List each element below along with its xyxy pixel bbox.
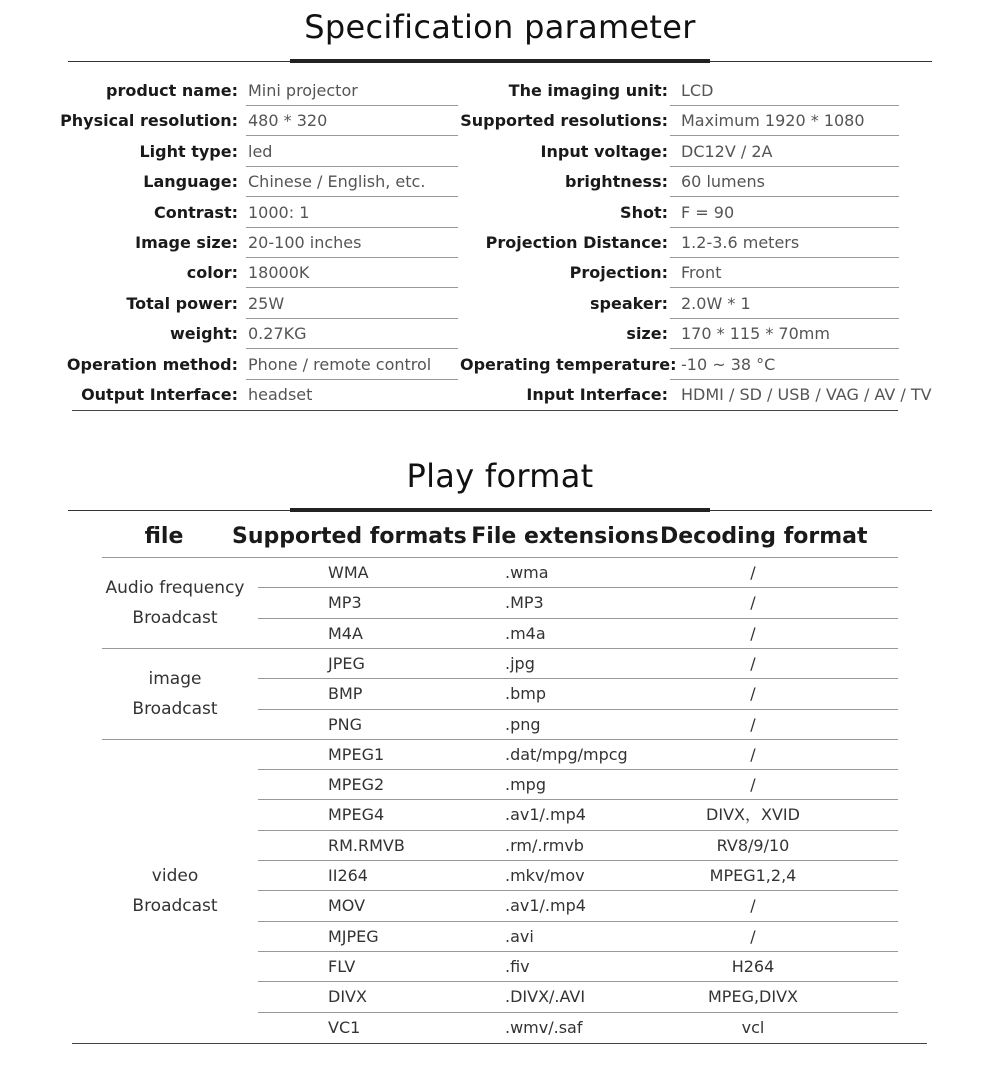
- format-cell: RM.RMVB: [328, 835, 405, 855]
- spec-row: [0, 137, 1000, 167]
- spec-label-right: Shot:: [620, 202, 668, 222]
- spec-value-right: Front: [681, 263, 722, 283]
- format-cell: MP3: [328, 593, 362, 613]
- header-file-extensions: File extensions: [471, 524, 659, 549]
- spec-value-right: -10 ~ 38 °C: [681, 354, 776, 374]
- extension-cell: .png: [505, 714, 541, 734]
- decoding-cell: /: [750, 775, 756, 795]
- table-row: [0, 952, 1000, 982]
- table-row: [0, 1013, 1000, 1043]
- spec-label-right: brightness:: [564, 172, 668, 192]
- spec-label-left: Physical resolution:: [60, 111, 238, 131]
- group-label-line1: video: [151, 866, 199, 887]
- spec-label-left: Image size:: [135, 233, 238, 252]
- spec-value-left: 25W: [248, 293, 285, 313]
- format-cell: PNG: [328, 714, 363, 734]
- extension-cell: .av1/.mp4: [505, 896, 586, 916]
- group-label: [100, 861, 250, 921]
- group-label-line2: Broadcast: [132, 699, 218, 720]
- decoding-cell: RV8/9/10: [716, 835, 790, 855]
- group-label: [100, 573, 250, 633]
- play-title: Play format: [406, 457, 594, 495]
- decoding-cell: /: [750, 926, 756, 946]
- spec-label-left: color:: [186, 263, 238, 283]
- group-label-line2: Broadcast: [132, 608, 218, 629]
- extension-cell: .mkv/mov: [505, 866, 585, 885]
- spec-value-left: 1000: 1: [248, 202, 310, 222]
- format-cell: DIVX: [328, 987, 367, 1007]
- table-row: [0, 740, 1000, 770]
- play-title-accent: [290, 508, 710, 512]
- extension-cell: .avi: [505, 926, 534, 946]
- spec-bottom-divider: [72, 410, 898, 411]
- format-cell: FLV: [328, 956, 356, 976]
- format-cell: VC1: [328, 1017, 361, 1037]
- decoding-cell: MPEG,DIVX: [708, 987, 798, 1007]
- spec-row: [0, 167, 1000, 197]
- spec-row: [0, 76, 1000, 106]
- spec-label-right: Projection Distance:: [485, 233, 668, 252]
- spec-label-left: Language:: [143, 172, 238, 192]
- decoding-cell: /: [750, 714, 756, 734]
- group-label: [100, 664, 250, 724]
- spec-row: [0, 106, 1000, 136]
- decoding-cell: /: [750, 744, 756, 764]
- format-cell: MPEG2: [328, 775, 385, 795]
- extension-cell: .m4a: [505, 623, 546, 643]
- format-cell: II264: [328, 866, 368, 885]
- extension-cell: .av1/.mp4: [505, 805, 586, 825]
- decoding-cell: DIVX，XVID: [706, 805, 800, 825]
- spec-label-right: size:: [626, 324, 668, 344]
- spec-value-left: 0.27KG: [248, 324, 307, 344]
- spec-value-right: F = 90: [681, 202, 735, 222]
- table-row: [0, 831, 1000, 861]
- spec-row: [0, 319, 1000, 349]
- decoding-cell: /: [750, 653, 756, 673]
- format-cell: BMP: [328, 684, 363, 704]
- format-cell: MOV: [328, 896, 366, 916]
- spec-row: [0, 380, 1000, 410]
- extension-cell: .wmv/.saf: [505, 1017, 583, 1037]
- spec-value-left: Chinese / English, etc.: [248, 172, 426, 192]
- format-cell: JPEG: [328, 653, 365, 673]
- header-supported-formats: Supported formats: [232, 524, 467, 549]
- extension-cell: .mpg: [505, 775, 546, 795]
- spec-value-right: DC12V / 2A: [681, 141, 773, 161]
- spec-label-left: Output Interface:: [81, 385, 238, 404]
- decoding-cell: /: [750, 563, 756, 582]
- spec-title: Specification parameter: [304, 8, 696, 46]
- format-cell: MPEG1: [328, 744, 385, 764]
- extension-cell: .fiv: [505, 956, 530, 976]
- extension-cell: .jpg: [505, 653, 535, 673]
- spec-row: [0, 228, 1000, 258]
- spec-value-right: Maximum 1920 * 1080: [681, 111, 865, 131]
- format-cell: WMA: [328, 563, 369, 582]
- spec-value-left: 18000K: [248, 263, 310, 283]
- spec-label-left: weight:: [169, 324, 238, 344]
- spec-label-right: Projection:: [569, 263, 668, 283]
- table-row: [0, 800, 1000, 830]
- decoding-cell: MPEG1,2,4: [709, 866, 797, 885]
- extension-cell: .DIVX/.AVI: [505, 987, 586, 1007]
- decoding-cell: H264: [731, 956, 775, 976]
- spec-label-left: Contrast:: [153, 202, 238, 222]
- spec-value-left: Mini projector: [248, 81, 358, 100]
- format-cell: MPEG4: [328, 805, 385, 825]
- decoding-cell: /: [750, 684, 756, 704]
- spec-label-right: Operating temperature:: [460, 354, 677, 374]
- spec-value-right: LCD: [681, 81, 714, 100]
- spec-value-left: Phone / remote control: [248, 354, 432, 374]
- spec-value-left: led: [248, 141, 273, 161]
- spec-value-left: 20-100 inches: [248, 233, 362, 252]
- format-cell: MJPEG: [328, 926, 379, 946]
- table-row: [0, 770, 1000, 800]
- extension-cell: .rm/.rmvb: [505, 835, 584, 855]
- spec-value-right: 60 lumens: [681, 172, 765, 192]
- spec-label-right: The imaging unit:: [508, 81, 668, 100]
- table-row: [0, 922, 1000, 952]
- table-row: [0, 982, 1000, 1012]
- spec-value-right: 2.0W * 1: [681, 293, 751, 313]
- spec-label-left: product name:: [106, 81, 238, 100]
- spec-value-right: 170 * 115 * 70mm: [681, 324, 830, 344]
- group-label-line2: Broadcast: [132, 896, 218, 917]
- extension-cell: .bmp: [505, 684, 546, 704]
- extension-cell: .MP3: [505, 593, 544, 613]
- spec-value-right: HDMI / SD / USB / VAG / AV / TV: [681, 385, 932, 404]
- spec-label-left: Operation method:: [66, 354, 238, 374]
- extension-cell: .dat/mpg/mpcg: [505, 744, 628, 764]
- spec-row: [0, 198, 1000, 228]
- spec-label-right: Input voltage:: [540, 141, 668, 161]
- play-bottom-divider: [72, 1043, 927, 1044]
- spec-label-right: Input Interface:: [526, 385, 668, 404]
- spec-label-left: Light type:: [139, 141, 238, 161]
- decoding-cell: vcl: [741, 1017, 765, 1037]
- header-decoding-format: Decoding format: [660, 524, 868, 549]
- spec-title-accent: [290, 59, 710, 63]
- group-label-line1: Audio frequency: [105, 578, 245, 599]
- spec-row: [0, 258, 1000, 288]
- spec-label-left: Total power:: [126, 293, 238, 313]
- spec-row: [0, 350, 1000, 380]
- extension-cell: .wma: [505, 563, 549, 582]
- group-label-line1: image: [148, 669, 202, 690]
- spec-value-left: headset: [248, 385, 313, 404]
- format-cell: M4A: [328, 623, 363, 643]
- spec-value-left: 480 * 320: [248, 111, 328, 131]
- spec-label-right: speaker:: [590, 293, 668, 313]
- decoding-cell: /: [750, 623, 756, 643]
- decoding-cell: /: [750, 896, 756, 916]
- decoding-cell: /: [750, 593, 756, 613]
- spec-label-right: Supported resolutions:: [460, 111, 668, 131]
- spec-value-right: 1.2-3.6 meters: [681, 233, 800, 252]
- header-file: file: [144, 524, 184, 549]
- spec-row: [0, 289, 1000, 319]
